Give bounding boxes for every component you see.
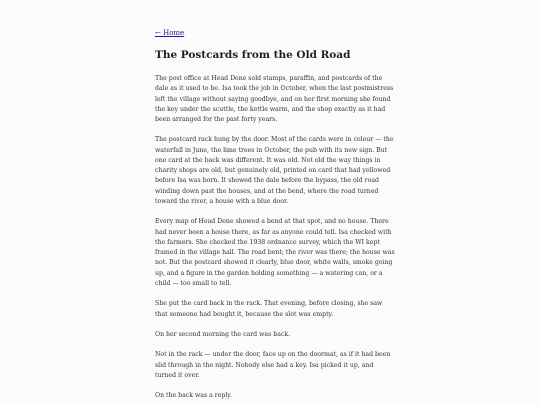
paragraph: She put the card back in the rack. That evening, before closing, she saw that someone had bought it, because the slot was empty. <box>155 300 383 318</box>
paragraph: On her second morning the card was back. <box>155 331 291 338</box>
article-container <box>155 20 395 405</box>
paragraph: On the back was a reply. <box>155 392 232 400</box>
paragraph: Every map of Head Dene showed a bend at that spot, and no house. There had never been a house there, as far as anyone could tell. Isa checked with the farmers. She checked the 1938 ordnance survey, which the WI kept framed in the village hall. The road bent; the river was there; the house was not. But the postcard showed it clearly, blue door, white walls, smoke going up, and a figure in the garden holding something — a watering can, or a child — too small to tell. <box>155 218 395 287</box>
page-title: The Postcards from the Old Road <box>155 49 351 61</box>
home-link[interactable]: ← Home <box>155 29 185 37</box>
paragraph: Not in the rack — under the door, face up on the doormat, as if it had been slid through in the night. Nobody else had a key. Isa picked it up, and turned it over. <box>155 351 391 379</box>
paragraph: The post office at Head Dene sold stamps, paraffin, and postcards of the dale as it used to be. Isa took the job in October, when the last postmistress left the village without saying goodbye, and on her first morning she found the key under the scuttle, the kettle warm, and the shop exactly as it had been arranged for the past forty years. <box>155 75 394 123</box>
paragraph: The postcard rack hung by the door. Most of the cards were in colour — the waterfall in June, the lime trees in October, the pub with its new sign. But one card at the back was different. It was old. Not old the way things in charity shops are old, but genuinely old, printed on card that had yellowed before Isa was born. It showed the dale before the bypass, the old road winding down past the houses, and at the bend, where the road turned toward the river, a house with a blue door. <box>155 136 394 205</box>
